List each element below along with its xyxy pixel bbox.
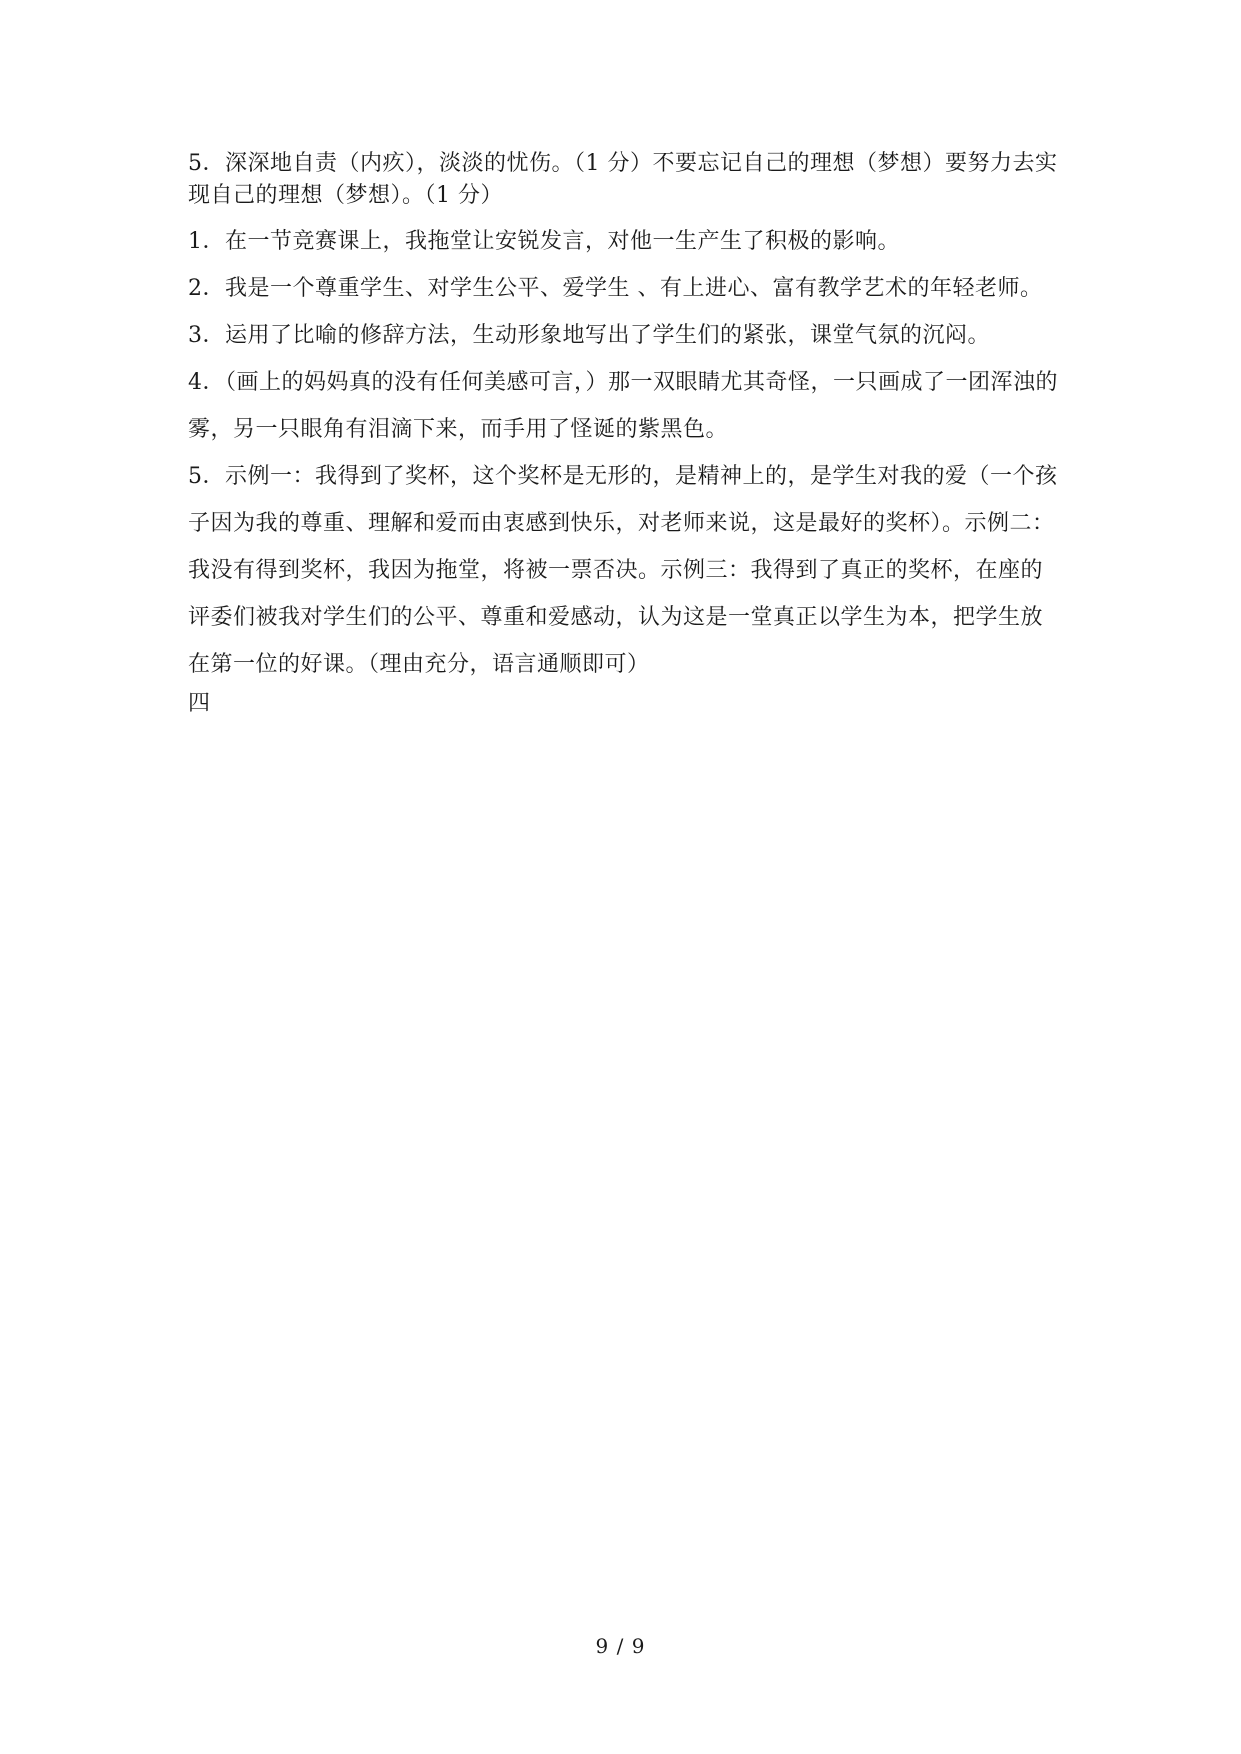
answer-paragraph: 3．运用了比喻的修辞方法，生动形象地写出了学生们的紧张，课堂气氛的沉闷。 (188, 323, 990, 348)
answer-paragraph: 5．示例一：我得到了奖杯，这个奖杯是无形的，是精神上的，是学生对我的爱（一个孩子因为我的尊重、理解和爱而由衷感到快乐，对老师来说，这是最好的奖杯）。示例二：我没有得到奖杯，我因为拖堂，将被一票否决。示例三：我得到了真正的奖杯，在座的评委们被我对学生们的公平、尊重和爱感动，认为这是一堂真正以学生为本，把学生放在第一位的好课。（理由充分，语言通顺即可） (188, 464, 1058, 677)
section-heading: 四 (188, 691, 211, 716)
answer-paragraph: 4．（画上的妈妈真的没有任何美感可言，）那一双眼睛尤其奇怪，一只画成了一团浑浊的雾，另一只眼角有泪滴下来，而手用了怪诞的紫黑色。 (188, 370, 1059, 442)
answer-text-block (188, 148, 1060, 720)
answer-paragraph: 5．深深地自责（内疚），淡淡的忧伤。（1 分）不要忘记自己的理想（梦想）要努力去实现自己的理想（梦想）。（1 分） (188, 151, 1058, 208)
page-number: 9 / 9 (595, 1634, 646, 1658)
answer-paragraph: 2．我是一个尊重学生、对学生公平、爱学生 、有上进心、富有教学艺术的年轻老师。 (188, 276, 1043, 301)
answer-paragraph: 1．在一节竞赛课上，我拖堂让安锐发言，对他一生产生了积极的影响。 (188, 229, 900, 254)
